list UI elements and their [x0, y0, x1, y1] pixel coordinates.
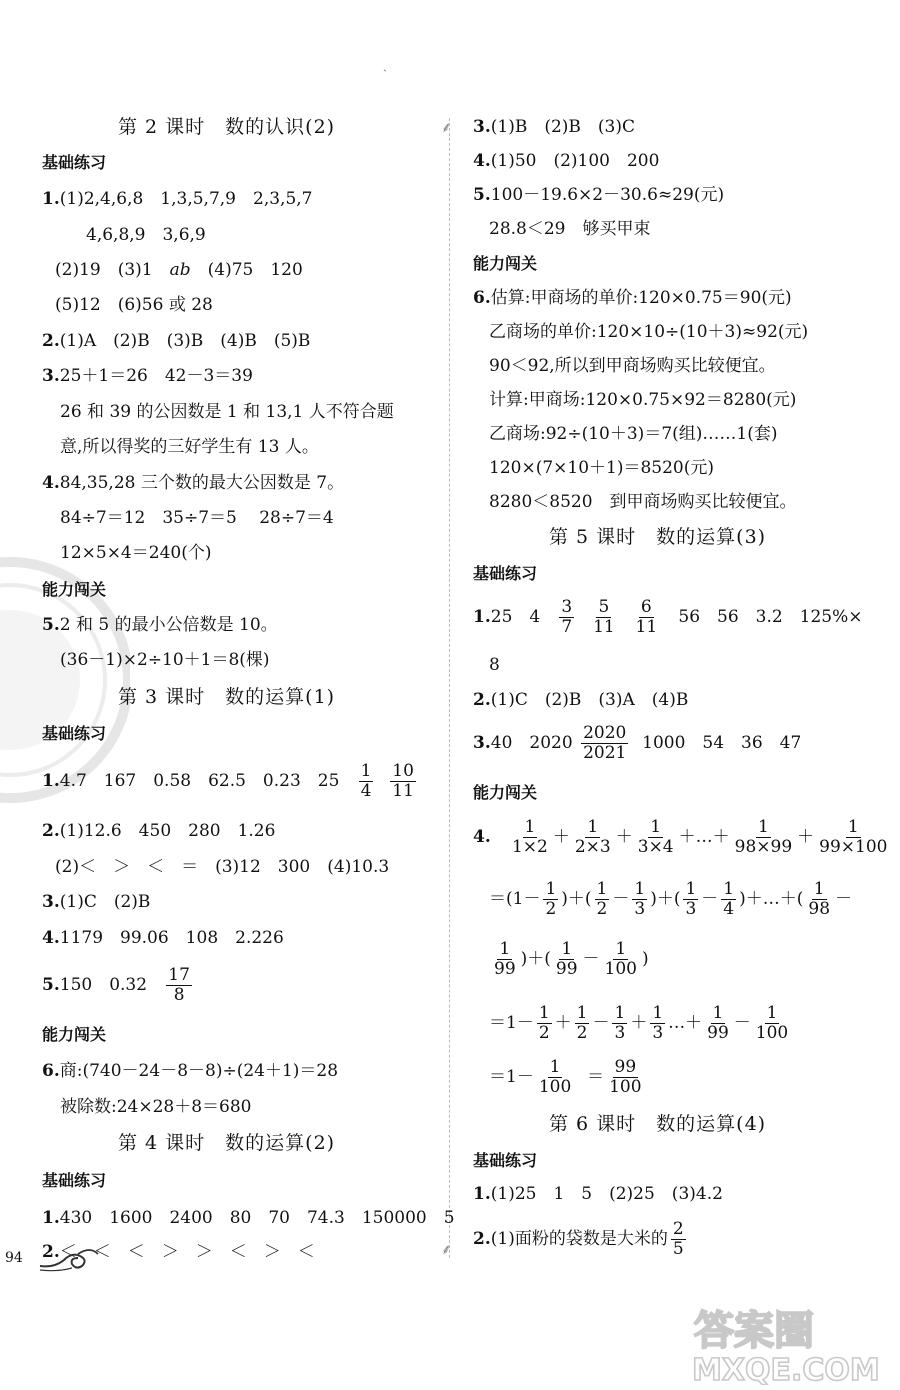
- section-basic-practice: 基础练习: [42, 724, 107, 743]
- l2-q1-line2: 4,6,8,9 3,6,9: [86, 225, 206, 245]
- divider-ornament-top: ⸙: [441, 120, 452, 136]
- r-question-4: 4.(1)50 (2)100 200: [473, 151, 660, 171]
- l4-question-1: 1.430 1600 2400 80 70 74.3 150000 5: [42, 1208, 455, 1228]
- l2-q3-line2: 26 和 39 的公因数是 1 和 13,1 人不符合题: [60, 402, 394, 422]
- r-q6-line5: 乙商场:92÷(10＋3)＝7(组)……1(套): [489, 424, 778, 444]
- fraction: $\frac{2}{5}$: [672, 1219, 684, 1259]
- section-basic-practice: 基础练习: [473, 564, 538, 583]
- column-divider: [449, 118, 450, 1258]
- r-q6-line2: 乙商场的单价:120×10÷(10＋3)≈92(元): [489, 322, 809, 342]
- fraction: $\frac{10}{11}$: [392, 761, 414, 801]
- l6-question-2: 2.(1)面粉的袋数是大米的 $\frac{2}{5}$: [473, 1219, 684, 1259]
- l2-q4-line2: 84÷7＝12 35÷7＝5 28÷7＝4: [60, 508, 334, 528]
- r-question-3: 3.(1)B (2)B (3)C: [473, 117, 635, 137]
- l5-q4-step4: ＝1－ $\frac{1}{2}$ ＋ $\frac{1}{2}$ － $\frac{1}{3}$ ＋ $\frac{1}{3}$ …＋ $\frac{1}{99}$ － $\frac{1}{100}$: [489, 1003, 789, 1043]
- r-q6-line6: 120×(7×10＋1)＝8520(元): [489, 458, 714, 478]
- section-ability: 能力闯关: [473, 783, 538, 802]
- l5-question-3: 3.40 2020 $\frac{2020}{2021}$ 1000 54 36 47: [473, 723, 802, 763]
- section-ability: 能力闯关: [42, 580, 107, 599]
- section-basic-practice: 基础练习: [42, 1171, 107, 1190]
- l5-question-1: 1.25 4 $\frac{3}{7}$ $\frac{5}{11}$ $\frac{6}{11}$ 56 56 3.2 125%×: [473, 597, 863, 637]
- l2-question-4: 4.84,35,28 三个数的最大公因数是 7。: [42, 473, 345, 493]
- l6-question-1: 1.(1)25 1 5 (2)25 (3)4.2: [473, 1184, 723, 1204]
- section-basic-practice: 基础练习: [42, 153, 107, 172]
- l4-question-2: 2.＜ ＜ ＜ ＞ ＞ ＜ ＞ ＜: [42, 1242, 315, 1262]
- r-q6-line4: 计算:甲商场:120×0.75×92＝8280(元): [489, 390, 797, 410]
- fraction: $\frac{17}{8}$: [168, 965, 190, 1005]
- l2-q1-line3: (2)19 (3)1 ab (4)75 120: [55, 260, 303, 280]
- l3-question-2: 2.(1)12.6 450 280 1.26: [42, 821, 276, 841]
- footer-swirl-ornament: [38, 1244, 100, 1274]
- l5-question-4-expression: 4. $\frac{1}{1\times 2}$ ＋ $\frac{1}{2\times 3}$ ＋ $\frac{1}{3\times 4}$ ＋…＋ $\frac{1}{98\times 99}$ ＋ $\frac{1}{99\times 100}$: [473, 817, 888, 857]
- l5-q4-step3: $\frac{1}{99}$ )＋( $\frac{1}{99}$ － $\frac{1}{100}$ ): [494, 939, 649, 979]
- fraction: $\frac{2020}{2021}$: [583, 723, 627, 763]
- l5-q4-step5: ＝1－ $\frac{1}{100}$ ＝ $\frac{99}{100}$: [489, 1057, 642, 1097]
- l3-question-6: 6.商:(740－24－8－8)÷(24＋1)＝28: [42, 1061, 339, 1081]
- l2-q3-line3: 意,所以得奖的三好学生有 13 人。: [60, 437, 319, 457]
- l2-question-2: 2.(1)A (2)B (3)B (4)B (5)B: [42, 331, 311, 351]
- fraction: $\frac{5}{11}$: [593, 597, 615, 637]
- l2-question-5: 5.2 和 5 的最小公倍数是 10。: [42, 615, 278, 635]
- divider-ornament-bottom: ⸙: [441, 1242, 452, 1258]
- fraction: $\frac{3}{7}$: [561, 597, 573, 637]
- l2-q4-line3: 12×5×4＝240(个): [60, 543, 212, 563]
- page-number: 94: [5, 1250, 23, 1266]
- r-q6-line7: 8280＜8520 到甲商场购买比较便宜。: [489, 492, 797, 512]
- l3-question-3: 3.(1)C (2)B: [42, 892, 151, 912]
- l3-question-1: 1.4.7 167 0.58 62.5 0.23 25 $\frac{1}{4}$ $\frac{10}{11}$: [42, 761, 414, 801]
- section-ability: 能力闯关: [42, 1025, 107, 1044]
- l3-q6-line2: 被除数:24×28＋8＝680: [60, 1097, 252, 1117]
- r-question-6: 6.估算:甲商场的单价:120×0.75＝90(元): [473, 288, 792, 308]
- scan-mark: ˏ: [383, 58, 387, 72]
- svg-text:MXQE.COM: MXQE.COM: [692, 1353, 880, 1385]
- l5-q4-step2: ＝(1－ $\frac{1}{2}$ )＋( $\frac{1}{2}$ － $\frac{1}{3}$ )＋( $\frac{1}{3}$ － $\frac{1}{4}$ )＋…＋( $\frac{1}{98}$ －: [489, 879, 853, 919]
- r-question-5: 5.100－19.6×2－30.6≈29(元): [473, 185, 725, 205]
- l2-question-1: 1.(1)2,4,6,8 1,3,5,7,9 2,3,5,7: [42, 189, 313, 209]
- l2-q5-line2: (36－1)×2÷10＋1＝8(棵): [60, 650, 270, 670]
- l3-q2-line2: (2)＜ ＞ ＜ ＝ (3)12 300 (4)10.3: [55, 857, 390, 877]
- lesson-5-title: 第 5 课时 数的运算(3): [549, 526, 767, 548]
- lesson-3-title: 第 3 课时 数的运算(1): [118, 686, 336, 708]
- l5-q1-line2: 8: [489, 655, 500, 675]
- l3-question-5: 5.150 0.32 $\frac{17}{8}$: [42, 965, 190, 1005]
- l2-q1-line4: (5)12 (6)56 或 28: [55, 295, 213, 315]
- section-ability: 能力闯关: [473, 254, 538, 273]
- lesson-4-title: 第 4 课时 数的运算(2): [118, 1132, 336, 1154]
- l5-question-2: 2.(1)C (2)B (3)A (4)B: [473, 690, 689, 710]
- r-q6-line3: 90＜92,所以到甲商场购买比较便宜。: [489, 356, 776, 376]
- section-basic-practice: 基础练习: [473, 1151, 538, 1170]
- svg-text:答案圈: 答案圈: [694, 1308, 814, 1354]
- l2-question-3: 3.25＋1＝26 42－3＝39: [42, 366, 253, 386]
- fraction: $\frac{1}{4}$: [360, 761, 372, 801]
- fraction: $\frac{6}{11}$: [635, 597, 658, 637]
- corner-watermark-logo: [688, 1300, 893, 1385]
- l3-question-4: 4.1179 99.06 108 2.226: [42, 928, 284, 948]
- lesson-2-title: 第 2 课时 数的认识(2): [118, 116, 336, 138]
- r-q5-line2: 28.8＜29 够买甲束: [489, 219, 651, 239]
- lesson-6-title: 第 6 课时 数的运算(4): [549, 1113, 767, 1135]
